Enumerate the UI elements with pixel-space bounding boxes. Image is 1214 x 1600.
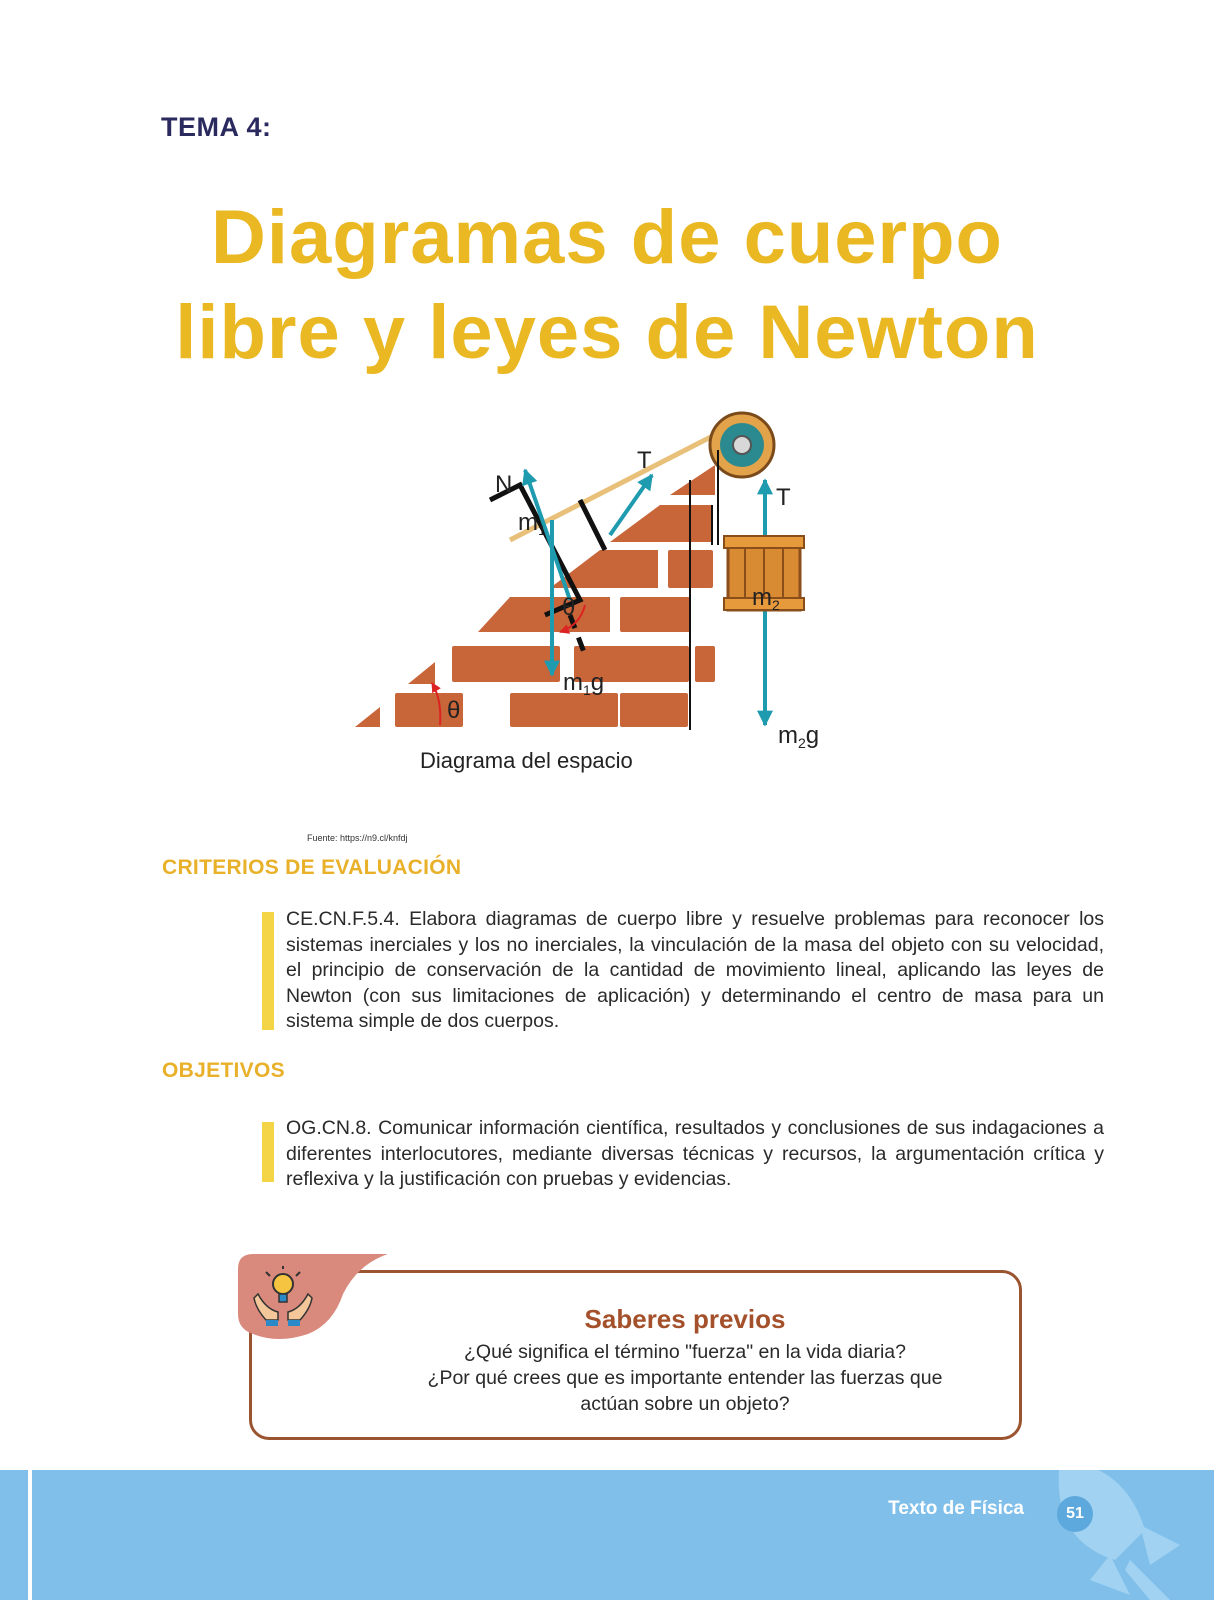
free-body-diagram	[340, 400, 880, 800]
label-m1g: $m_1g$	[563, 669, 605, 698]
label-theta-top: θ	[562, 594, 576, 621]
label-tension-2: T	[776, 484, 791, 511]
diagram-caption: Diagrama del espacio	[420, 748, 633, 773]
pulley-icon	[710, 413, 774, 477]
label-m2g: $m_2g$	[778, 722, 820, 751]
criteria-heading: CRITERIOS DE EVALUACIÓN	[162, 856, 462, 879]
page-title-line-1: Diagramas de cuerpo	[211, 195, 1003, 280]
label-tension-1: T	[637, 447, 652, 474]
image-source: Fuente: https://n9.cl/knfdj	[307, 833, 408, 843]
label-theta-bottom: θ	[447, 697, 461, 724]
criteria-accent-bar	[262, 912, 274, 1030]
book-title: Texto de Física	[888, 1498, 1024, 1519]
label-m2: $m_2$	[752, 584, 780, 613]
page-footer	[0, 1470, 1214, 1600]
page-number: 51	[1057, 1496, 1093, 1532]
topic-number: TEMA 4:	[161, 112, 272, 142]
objectives-heading: OBJETIVOS	[162, 1059, 285, 1082]
question-1: ¿Qué significa el término "fuerza" en la vida diaria?	[464, 1341, 906, 1363]
rocket-icon	[1030, 1470, 1214, 1600]
footer-divider	[28, 1470, 32, 1600]
saberes-previos-title: Saberes previos	[584, 1304, 786, 1334]
label-normal: N	[495, 471, 513, 498]
label-m1: $m_1$	[518, 509, 546, 538]
objectives-text: OG.CN.8. Comunicar información científica, resultados y conclusiones de sus indagaciones a diferentes interlocutores, mediante diversas técnicas y recursos, la argumentación crítica y reflexiva y la justificación con pruebas y evidencias.	[286, 1117, 1104, 1190]
objectives-accent-bar	[262, 1122, 274, 1182]
page-title	[100, 190, 1114, 380]
page-title-line-2: libre y leyes de Newton	[175, 290, 1039, 375]
question-2-line-1: ¿Por qué crees que es importante entender las fuerzas que	[427, 1367, 943, 1389]
criteria-text: CE.CN.F.5.4. Elabora diagramas de cuerpo libre y resuelve problemas para reconocer los sistemas inerciales y los no inerciales, la vinculación de la masa del objeto con su velocidad, el principio de conservación de la cantidad de movimiento lineal, aplicando las leyes de Newton (con sus limitaciones de aplicación) y determinando el centro de masa para un sistema simple de dos cuerpos.	[286, 908, 1104, 1032]
question-2-line-2: actúan sobre un objeto?	[580, 1393, 790, 1415]
